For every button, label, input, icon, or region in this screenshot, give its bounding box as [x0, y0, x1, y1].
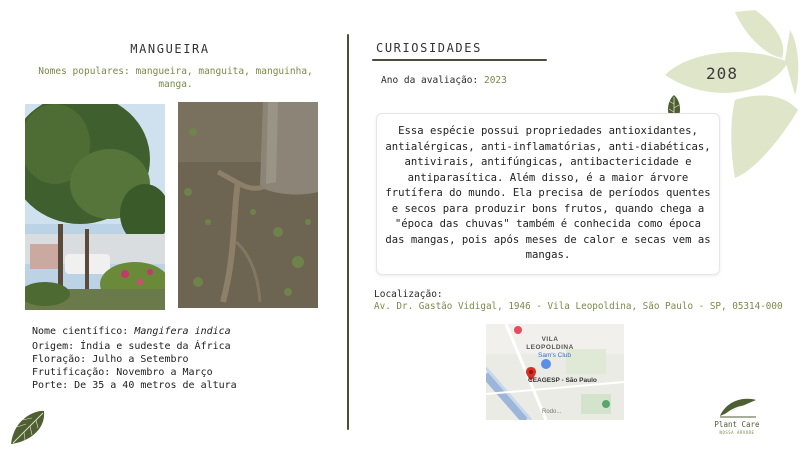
scientific-name: Mangifera indica: [134, 326, 231, 337]
curiosities-title: CURIOSIDADES: [376, 41, 482, 55]
popular-names: Nomes populares: mangueira, manguita, manguinha, manga.: [38, 66, 313, 90]
fruiting: Frutificação: Novembro a Março: [32, 367, 213, 378]
plant-care-logo-icon: [718, 396, 758, 418]
tree-photo: [25, 104, 165, 310]
map-district-label: VILA LEOPOLDINA: [526, 336, 574, 351]
evaluation-year: [381, 74, 507, 87]
scientific-name-line: [32, 325, 231, 339]
leaf-icon-bottom: [8, 408, 48, 448]
curiosities-text: Essa espécie possui propriedades antioxidantes, antialérgicas, anti-inflamatórias, anti-diabéticas, antivirais, antifúngicas, antibactericidade e antiparasítica. Além disso, é a maior árvore frutífera do mundo. Ela precisa de períodos quentes e secos para produzir bons frutos, quando chega a "época das chuvas" também é conhecida como época das mangas, pois após meses de calor e secas vem as mangas.: [385, 125, 711, 261]
column-divider: [347, 34, 349, 430]
flowering: Floração: Julho a Setembro: [32, 354, 189, 365]
location-map[interactable]: [486, 324, 624, 420]
map-road-label: Rodo...: [542, 409, 562, 415]
brand-name: Plant Care: [714, 420, 760, 429]
size: Porte: De 35 a 40 metros de altura: [32, 380, 237, 391]
year-value: 2023: [483, 75, 507, 86]
scientific-label: Nome científico:: [32, 326, 129, 337]
roots-photo: [178, 102, 318, 308]
origin: Origem: Índia e sudeste da África: [32, 341, 231, 352]
map-place2-label: CEAGESP - São Paulo: [528, 377, 597, 384]
curiosities-card: [376, 113, 720, 275]
year-label: Ano da avaliação:: [381, 75, 479, 86]
location-address: Av. Dr. Gastão Vidigal, 1946 - Vila Leopoldina, São Paulo - SP, 05314-000: [374, 301, 783, 312]
location-label: Localização:: [374, 289, 443, 300]
title-underline: [372, 59, 547, 61]
map-place1-label: Sam's Club: [538, 352, 572, 359]
page-number: 208: [706, 64, 738, 83]
brand-tagline: NOSSA ÁRVORE: [719, 430, 755, 435]
plant-title: MANGUEIRA: [130, 42, 210, 56]
